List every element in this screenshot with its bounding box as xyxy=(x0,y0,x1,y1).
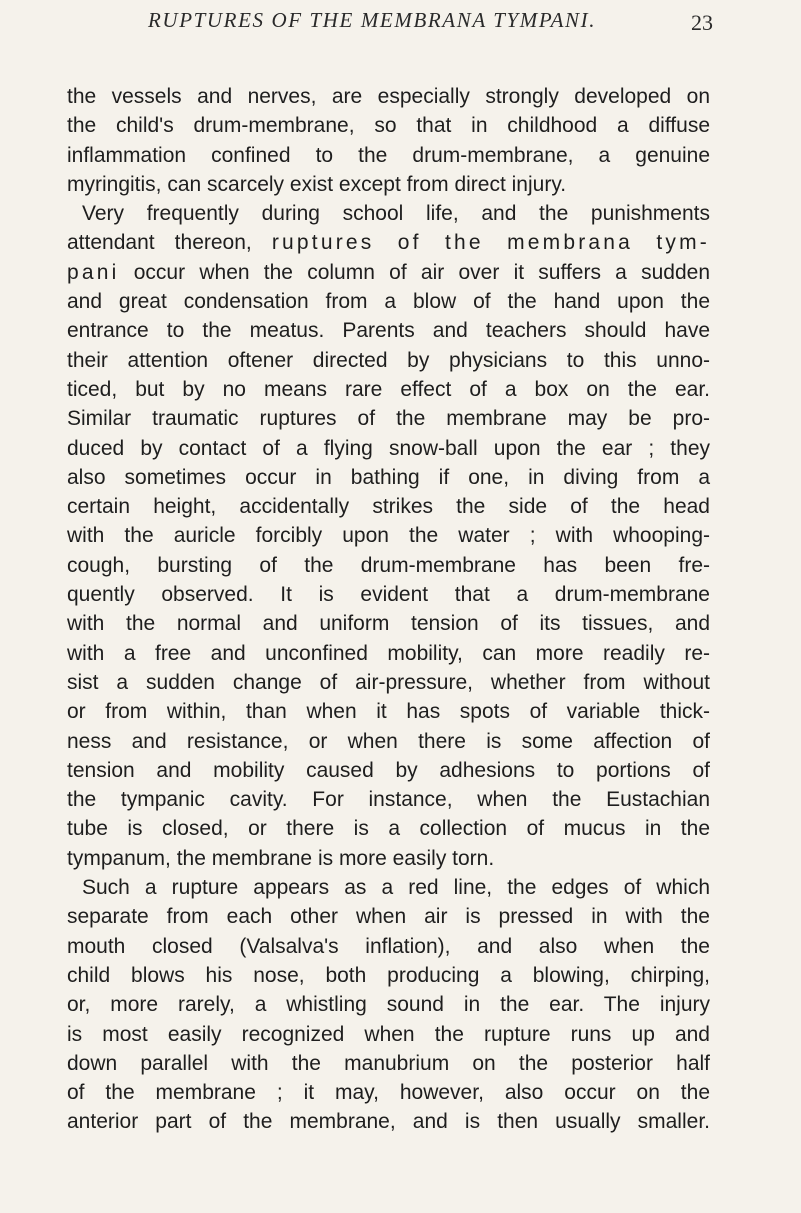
text-line: child blows his nose, both producing a blowing, chirping, xyxy=(67,963,710,987)
text-line: sist a sudden change of air-pressure, whether from without xyxy=(67,670,710,694)
text-line: the tympanic cavity. For instance, when the Eustachian xyxy=(67,788,710,812)
text-line: tube is closed, or there is a collection of mucus in the xyxy=(67,817,710,841)
text-line: mouth closed (Valsalva's inflation), and also when the xyxy=(67,934,710,958)
body-text xyxy=(67,82,710,1137)
text-segment: attendant thereon, xyxy=(67,231,272,255)
running-title: RUPTURES OF THE MEMBRANA TYMPANI. xyxy=(148,8,597,32)
text-line: inflammation confined to the drum-membrane, a genuine xyxy=(67,143,710,167)
running-header xyxy=(148,8,713,38)
text-line: with a free and unconfined mobility, can more readily re- xyxy=(67,641,710,665)
text-line xyxy=(67,258,710,287)
text-line: myringitis, can scarcely exist except from direct injury. xyxy=(67,172,567,196)
text-line: their attention oftener directed by physicians to this unno- xyxy=(67,348,710,372)
text-line: or, more rarely, a whistling sound in the ear. The injury xyxy=(67,993,710,1017)
spaced-term: pani xyxy=(67,260,120,284)
text-line: also sometimes occur in bathing if one, in diving from a xyxy=(67,465,710,489)
text-line: certain height, accidentally strikes the side of the head xyxy=(67,495,710,519)
text-line: of the membrane ; it may, however, also occur on the xyxy=(67,1081,710,1105)
text-line: entrance to the meatus. Parents and teachers should have xyxy=(67,319,710,343)
text-line: ness and resistance, or when there is some affection of xyxy=(67,729,710,753)
text-line: separate from each other when air is pressed in with the xyxy=(67,905,710,929)
text-line: is most easily recognized when the rupture runs up and xyxy=(67,1022,710,1046)
text-line: down parallel with the manubrium on the posterior half xyxy=(67,1051,710,1075)
text-line: Similar traumatic ruptures of the membrane may be pro- xyxy=(67,407,710,431)
text-line: with the normal and uniform tension of its tissues, and xyxy=(67,612,710,636)
text-line: or from within, than when it has spots of variable thick- xyxy=(67,700,710,724)
text-line: Such a rupture appears as a red line, the edges of which xyxy=(82,876,710,900)
text-line: Very frequently during school life, and the punishments xyxy=(82,202,710,226)
text-line: tympanum, the membrane is more easily torn. xyxy=(67,846,495,870)
text-line: with the auricle forcibly upon the water ; with whooping- xyxy=(67,524,710,548)
text-line: tension and mobility caused by adhesions to portions of xyxy=(67,758,710,782)
text-line: cough, bursting of the drum-membrane has been fre- xyxy=(67,553,710,577)
text-line: and great condensation from a blow of the hand upon the xyxy=(67,290,710,314)
text-line: ticed, but by no means rare effect of a box on the ear. xyxy=(67,377,710,401)
text-segment: occur when the column of air over it suffers a sudden xyxy=(119,260,710,284)
text-line: the child's drum-membrane, so that in childhood a diffuse xyxy=(67,114,710,138)
page-number: 23 xyxy=(691,10,713,35)
text-line: anterior part of the membrane, and is then usually smaller. xyxy=(67,1110,710,1134)
spaced-term: ruptures of the membrana tym- xyxy=(271,231,710,255)
text-line: duced by contact of a flying snow-ball upon the ear ; they xyxy=(67,436,710,460)
text-line: the vessels and nerves, are especially strongly developed on xyxy=(67,85,710,108)
text-line xyxy=(67,228,710,257)
text-line: quently observed. It is evident that a drum-membrane xyxy=(67,583,710,607)
